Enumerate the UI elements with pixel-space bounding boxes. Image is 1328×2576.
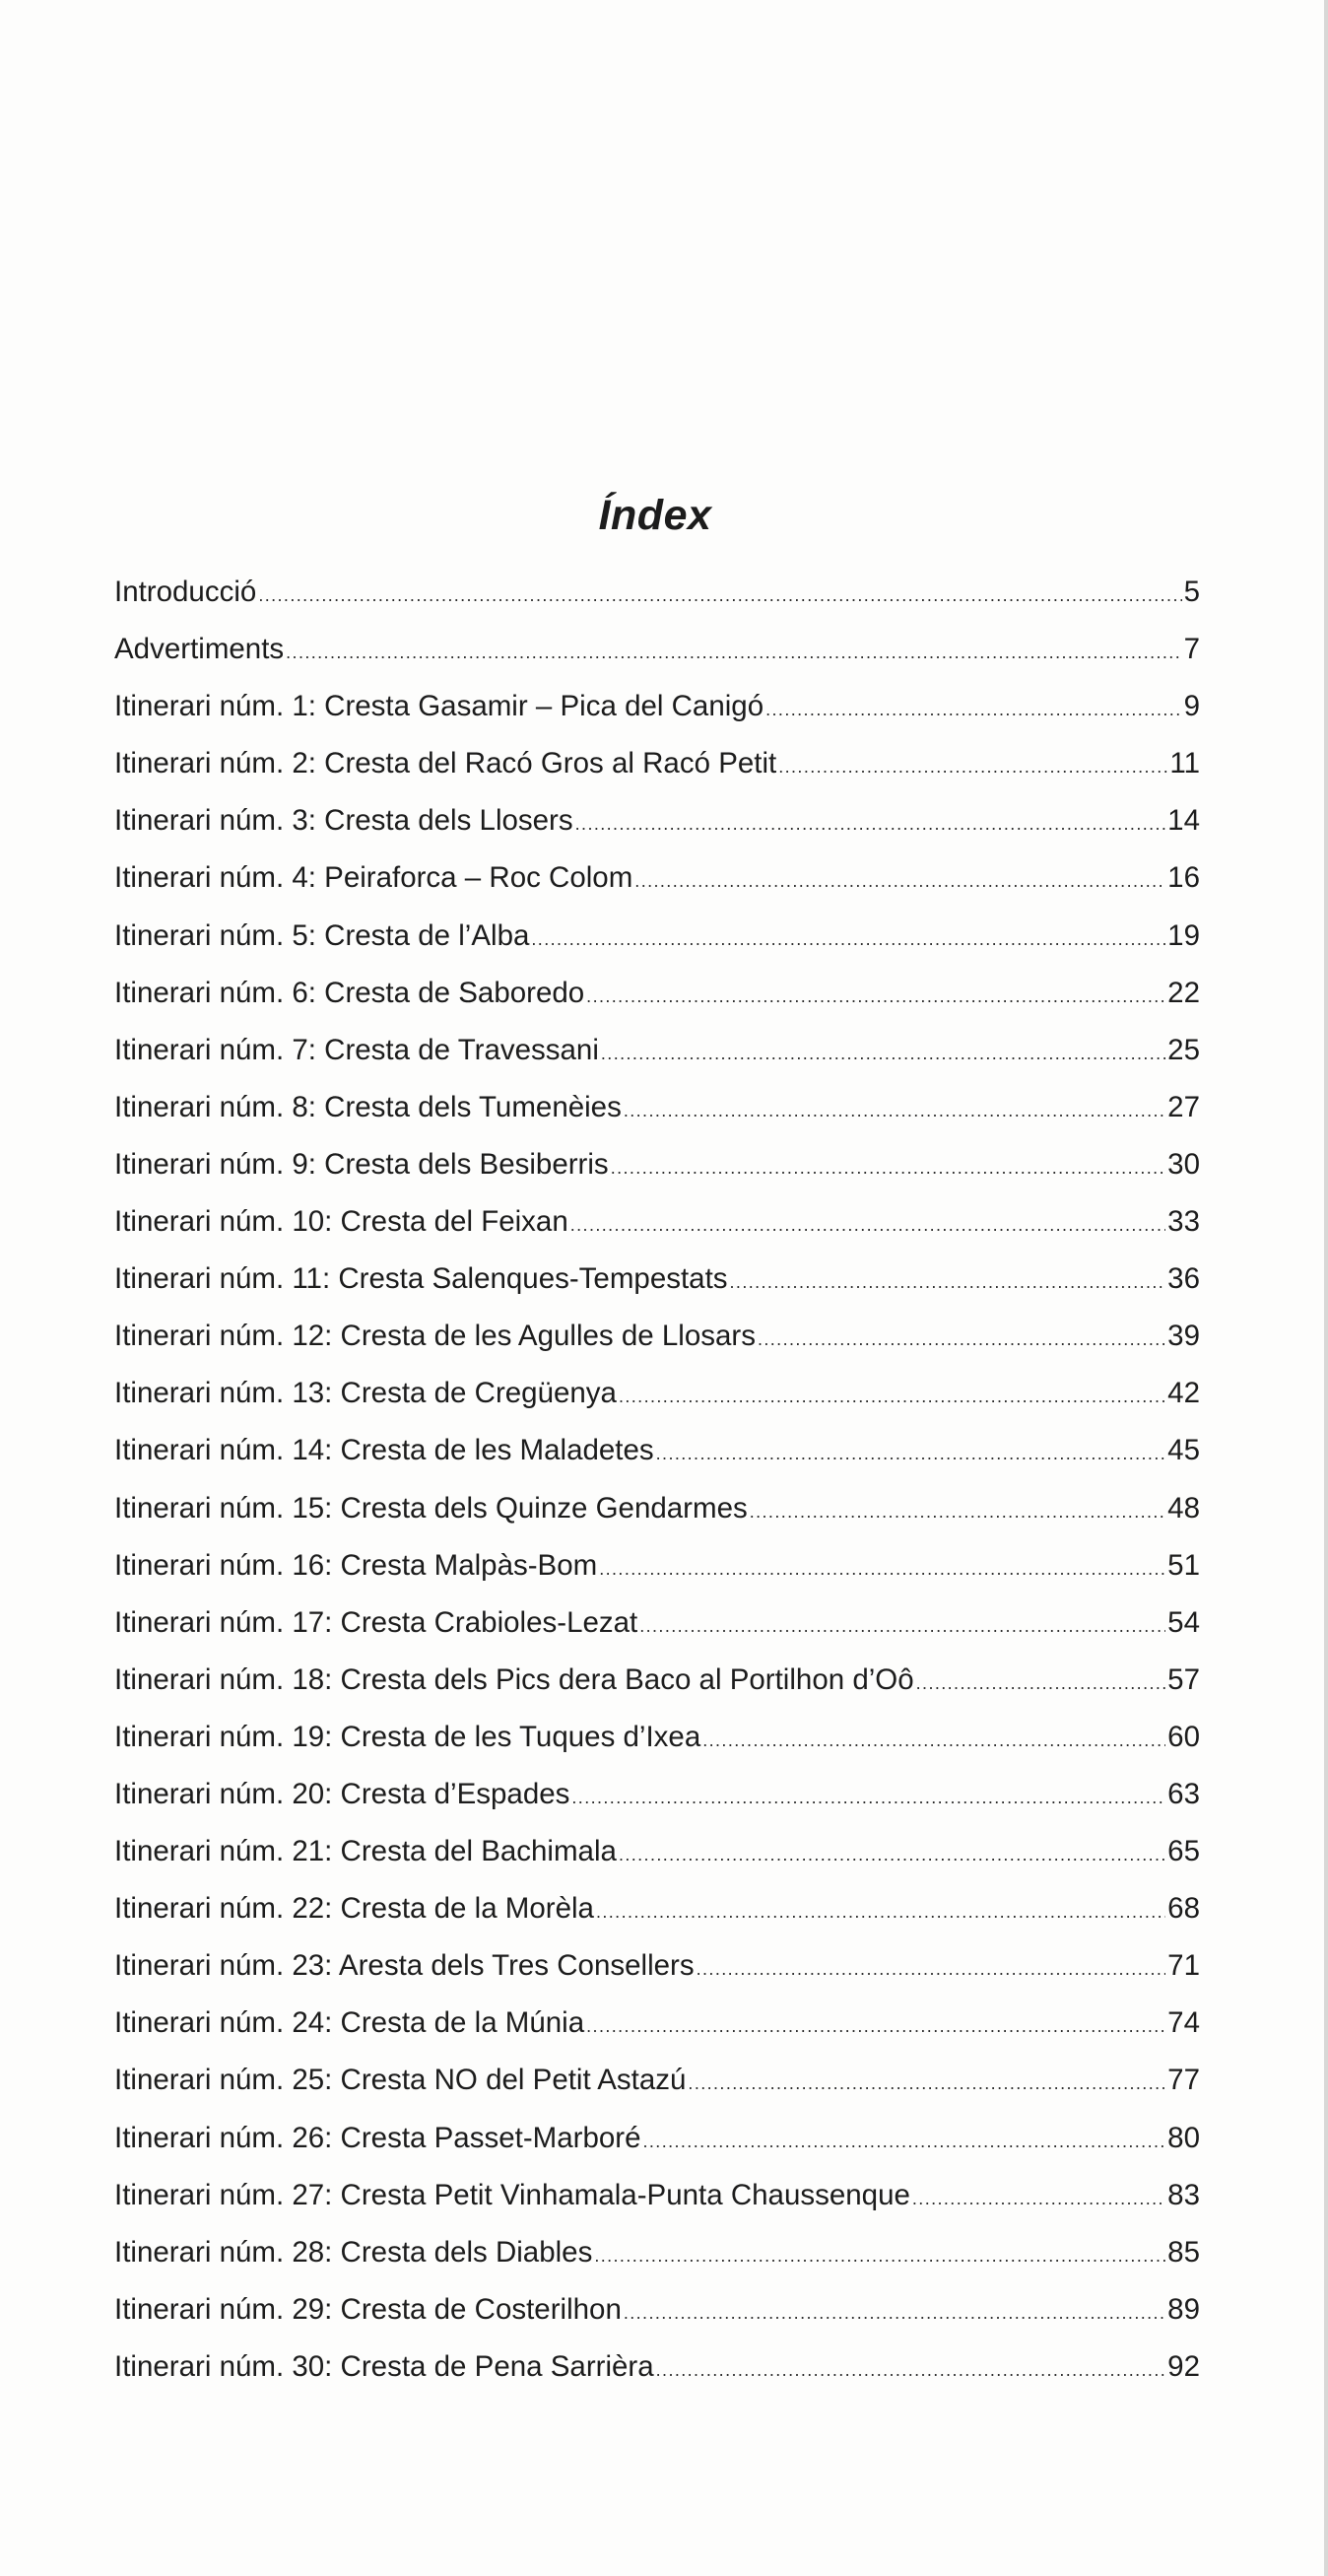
- toc-entry-label: Introducció: [114, 576, 257, 608]
- toc-entry-page-number: 25: [1167, 1033, 1200, 1066]
- toc-entry[interactable]: [114, 2350, 1200, 2407]
- toc-entry-page-number: 11: [1169, 747, 1200, 780]
- dot-leader: [531, 929, 1165, 950]
- toc-entry-label: Itinerari núm. 18: Cresta dels Pics dera Baco al Portilhon d’Oô: [114, 1662, 914, 1696]
- dot-leader: [611, 1158, 1165, 1179]
- toc-entry[interactable]: [114, 1721, 1200, 1778]
- toc-entry-label: Itinerari núm. 22: Cresta de la Morèla: [114, 1892, 594, 1926]
- toc-entry-label: Itinerari núm. 28: Cresta dels Diables: [114, 2235, 593, 2269]
- dot-leader: [730, 1272, 1166, 1293]
- toc-entry-page-number: 80: [1167, 2121, 1200, 2154]
- toc-entry-page-number: 30: [1167, 1147, 1200, 1181]
- toc-entry-label: Itinerari núm. 19: Cresta de les Tuques d’Ixea: [114, 1720, 701, 1753]
- toc-entry[interactable]: [114, 977, 1200, 1034]
- toc-entry[interactable]: [114, 1148, 1200, 1205]
- page-edge: [1324, 0, 1328, 2576]
- toc-entry[interactable]: [114, 804, 1200, 861]
- toc-entry-label: Itinerari núm. 3: Cresta dels Llosers: [114, 804, 573, 838]
- toc-entry-page-number: 19: [1167, 918, 1200, 952]
- toc-entry-page-number: 51: [1167, 1548, 1200, 1582]
- toc-entry-label: Itinerari núm. 10: Cresta del Feixan: [114, 1205, 568, 1239]
- toc-entry-page-number: 27: [1167, 1090, 1200, 1123]
- dot-leader: [575, 814, 1166, 835]
- toc-entry-label: Itinerari núm. 17: Cresta Crabioles-Lezat: [114, 1605, 638, 1639]
- toc-entry[interactable]: [114, 1892, 1200, 1949]
- toc-entry[interactable]: [114, 1034, 1200, 1091]
- toc-entry[interactable]: [114, 1606, 1200, 1663]
- toc-entry-page-number: 77: [1167, 2064, 1200, 2097]
- toc-entry[interactable]: [114, 1778, 1200, 1835]
- toc-entry-page-number: 9: [1183, 690, 1200, 723]
- toc-entry[interactable]: [114, 1949, 1200, 2006]
- toc-entry-page-number: 48: [1167, 1491, 1200, 1525]
- toc-entry-label: Itinerari núm. 24: Cresta de la Múnia: [114, 2006, 585, 2040]
- toc-entry[interactable]: [114, 576, 1200, 633]
- dot-leader: [765, 700, 1181, 720]
- dot-leader: [702, 1730, 1165, 1751]
- toc-entry-page-number: 33: [1167, 1205, 1200, 1239]
- dot-leader: [656, 1444, 1166, 1464]
- toc-entry-page-number: 42: [1167, 1377, 1200, 1410]
- toc-entry[interactable]: [114, 1835, 1200, 1892]
- dot-leader: [912, 2189, 1165, 2209]
- toc-entry-label: Itinerari núm. 8: Cresta dels Tumenèies: [114, 1090, 622, 1123]
- toc-entry-page-number: 22: [1167, 976, 1200, 1009]
- toc-entry-label: Itinerari núm. 4: Peiraforca – Roc Colom: [114, 861, 633, 895]
- dot-leader: [624, 1101, 1165, 1121]
- toc-entry[interactable]: [114, 2122, 1200, 2179]
- dot-leader: [586, 986, 1165, 1007]
- toc-entry[interactable]: [114, 1434, 1200, 1491]
- toc-entry-page-number: 65: [1167, 1835, 1200, 1868]
- toc-entry-page-number: 92: [1167, 2349, 1200, 2383]
- dot-leader: [571, 1788, 1165, 1808]
- toc-entry-label: Itinerari núm. 27: Cresta Petit Vinhamala-Punta Chaussenque: [114, 2178, 910, 2211]
- toc-entry-label: Itinerari núm. 29: Cresta de Costerilhon: [114, 2292, 622, 2326]
- dot-leader: [916, 1673, 1166, 1694]
- toc-entry[interactable]: [114, 747, 1200, 804]
- toc-entry[interactable]: [114, 690, 1200, 747]
- toc-entry-page-number: 63: [1167, 1777, 1200, 1810]
- toc-entry-page-number: 39: [1167, 1320, 1200, 1353]
- toc-entry-page-number: 85: [1167, 2235, 1200, 2269]
- toc-entry-label: Itinerari núm. 23: Aresta dels Tres Consellers: [114, 1949, 695, 1983]
- dot-leader: [750, 1502, 1165, 1523]
- dot-leader: [586, 2016, 1165, 2037]
- dot-leader: [594, 2246, 1165, 2267]
- toc-entry-label: Itinerari núm. 5: Cresta de l’Alba: [114, 918, 530, 952]
- toc-entry[interactable]: [114, 2064, 1200, 2121]
- dot-leader: [624, 2303, 1165, 2324]
- dot-leader: [619, 1845, 1165, 1865]
- dot-leader: [570, 1215, 1165, 1236]
- toc-entry-page-number: 89: [1167, 2292, 1200, 2326]
- toc-entry-label: Itinerari núm. 26: Cresta Passet-Marboré: [114, 2121, 641, 2154]
- toc-entry[interactable]: [114, 919, 1200, 977]
- toc-entry-label: Itinerari núm. 20: Cresta d’Espades: [114, 1777, 570, 1810]
- dot-leader: [601, 1044, 1165, 1064]
- toc-entry[interactable]: [114, 1492, 1200, 1549]
- toc-entry-page-number: 45: [1167, 1434, 1200, 1467]
- toc-entry[interactable]: [114, 1205, 1200, 1262]
- toc-entry[interactable]: [114, 633, 1200, 690]
- toc-entry-label: Itinerari núm. 2: Cresta del Racó Gros al Racó Petit: [114, 747, 777, 780]
- dot-leader: [258, 585, 1181, 606]
- dot-leader: [619, 1387, 1165, 1407]
- toc-entry-label: Itinerari núm. 13: Cresta de Cregüenya: [114, 1377, 617, 1410]
- toc-entry[interactable]: [114, 1320, 1200, 1377]
- page-title: Índex: [598, 491, 712, 539]
- table-of-contents: [114, 576, 1200, 2407]
- dot-leader: [286, 643, 1181, 663]
- toc-entry-label: Itinerari núm. 6: Cresta de Saboredo: [114, 976, 585, 1009]
- toc-entry-label: Itinerari núm. 21: Cresta del Bachimala: [114, 1835, 617, 1868]
- toc-entry-label: Itinerari núm. 30: Cresta de Pena Sarrièra: [114, 2349, 654, 2383]
- toc-entry-page-number: 71: [1167, 1949, 1200, 1983]
- toc-entry-label: Itinerari núm. 15: Cresta dels Quinze Gendarmes: [114, 1491, 748, 1525]
- toc-entry[interactable]: [114, 1262, 1200, 1320]
- toc-entry-label: Itinerari núm. 11: Cresta Salenques-Tempestats: [114, 1262, 728, 1296]
- dot-leader: [778, 757, 1167, 778]
- toc-entry-page-number: 14: [1167, 804, 1200, 838]
- toc-entry-page-number: 74: [1167, 2006, 1200, 2040]
- toc-entry-page-number: 57: [1167, 1662, 1200, 1696]
- dot-leader: [596, 1902, 1165, 1923]
- toc-entry[interactable]: [114, 2293, 1200, 2350]
- dot-leader: [758, 1329, 1165, 1350]
- toc-entry[interactable]: [114, 1091, 1200, 1148]
- toc-entry-label: Itinerari núm. 14: Cresta de les Maladetes: [114, 1434, 654, 1467]
- toc-entry-label: Advertiments: [114, 633, 285, 666]
- toc-entry-page-number: 36: [1167, 1262, 1200, 1296]
- toc-entry-page-number: 7: [1183, 633, 1200, 666]
- toc-entry-label: Itinerari núm. 25: Cresta NO del Petit Astazú: [114, 2064, 687, 2097]
- toc-entry[interactable]: [114, 2006, 1200, 2064]
- dot-leader: [634, 871, 1165, 892]
- toc-entry-page-number: 60: [1167, 1720, 1200, 1753]
- toc-entry[interactable]: [114, 861, 1200, 918]
- dot-leader: [697, 1959, 1166, 1980]
- dot-leader: [688, 2073, 1165, 2094]
- dot-leader: [656, 2360, 1166, 2381]
- toc-entry[interactable]: [114, 1549, 1200, 1606]
- toc-entry-page-number: 5: [1183, 576, 1200, 608]
- dot-leader: [599, 1559, 1165, 1580]
- toc-entry[interactable]: [114, 2236, 1200, 2293]
- toc-entry-label: Itinerari núm. 12: Cresta de les Agulles de Llosars: [114, 1320, 756, 1353]
- toc-entry-page-number: 83: [1167, 2178, 1200, 2211]
- toc-entry-page-number: 16: [1167, 861, 1200, 895]
- toc-entry-label: Itinerari núm. 16: Cresta Malpàs-Bom: [114, 1548, 598, 1582]
- toc-entry[interactable]: [114, 1663, 1200, 1721]
- toc-entry-label: Itinerari núm. 9: Cresta dels Besiberris: [114, 1147, 609, 1181]
- toc-entry-page-number: 54: [1167, 1605, 1200, 1639]
- dot-leader: [643, 2132, 1166, 2152]
- toc-entry-label: Itinerari núm. 7: Cresta de Travessani: [114, 1033, 599, 1066]
- toc-entry[interactable]: [114, 2179, 1200, 2236]
- dot-leader: [639, 1616, 1165, 1637]
- toc-entry[interactable]: [114, 1377, 1200, 1434]
- toc-entry-label: Itinerari núm. 1: Cresta Gasamir – Pica del Canigó: [114, 690, 764, 723]
- toc-entry-page-number: 68: [1167, 1892, 1200, 1926]
